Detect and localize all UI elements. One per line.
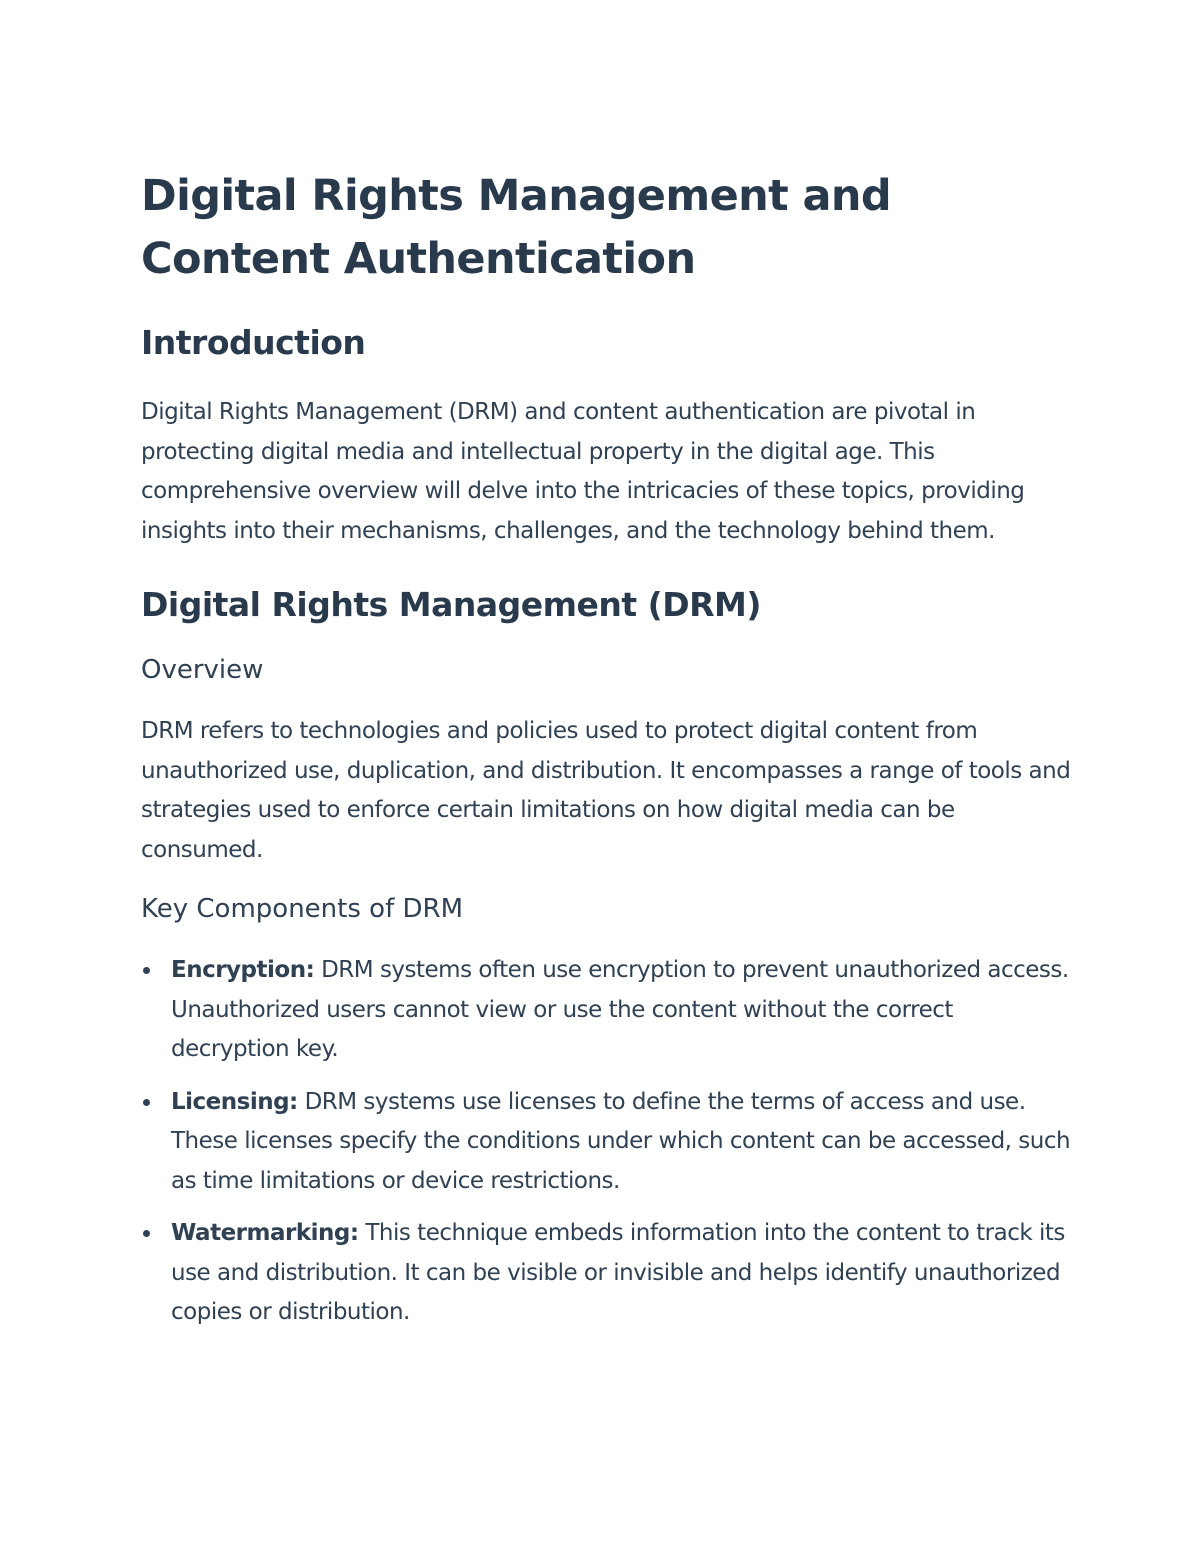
- list-item: [141, 1214, 1071, 1333]
- section-heading-introduction: Introduction: [141, 323, 366, 362]
- bullet-icon: [143, 1099, 150, 1106]
- bullet-icon: [143, 1230, 150, 1237]
- list-item-text: DRM systems use licenses to define the terms of access and use. These licenses specify the conditions under which content can be accessed, such as time limitations or device restrictions.: [171, 1088, 1071, 1194]
- key-components-list: [141, 951, 1071, 1333]
- list-item: [141, 951, 1071, 1070]
- list-item-term: Watermarking:: [171, 1220, 359, 1246]
- subsection-heading-overview: Overview: [141, 655, 264, 685]
- list-item-text: This technique embeds information into the content to track its use and distribution. It can be visible or invisible and helps identify unauthorized copies or distribution.: [171, 1220, 1065, 1325]
- overview-paragraph: DRM refers to technologies and policies used to protect digital content from unauthorized use, duplication, and distribution. It encompasses a range of tools and strategies used to enforce certain limitations on how digital media can be consumed.: [141, 718, 1071, 863]
- list-item: [141, 1083, 1071, 1202]
- list-item-term: Licensing:: [171, 1088, 298, 1115]
- introduction-paragraph: Digital Rights Management (DRM) and content authentication are pivotal in protecting digital media and intellectual property in the digital age. This comprehensive overview will delve into the intricacies of these topics, providing insights into their mechanisms, challenges, and the technology behind them.: [141, 399, 1025, 544]
- document-page: [141, 165, 1071, 1346]
- list-item-text: DRM systems often use encryption to prevent unauthorized access. Unauthorized users cannot view or use the content without the correct decryption key.: [171, 957, 1069, 1062]
- subsection-heading-key-components: Key Components of DRM: [141, 894, 464, 924]
- section-heading-drm: Digital Rights Management (DRM): [141, 585, 761, 624]
- bullet-icon: [143, 967, 150, 974]
- document-title: Digital Rights Management and Content Authentication: [141, 171, 892, 284]
- list-item-term: Encryption:: [171, 957, 315, 983]
